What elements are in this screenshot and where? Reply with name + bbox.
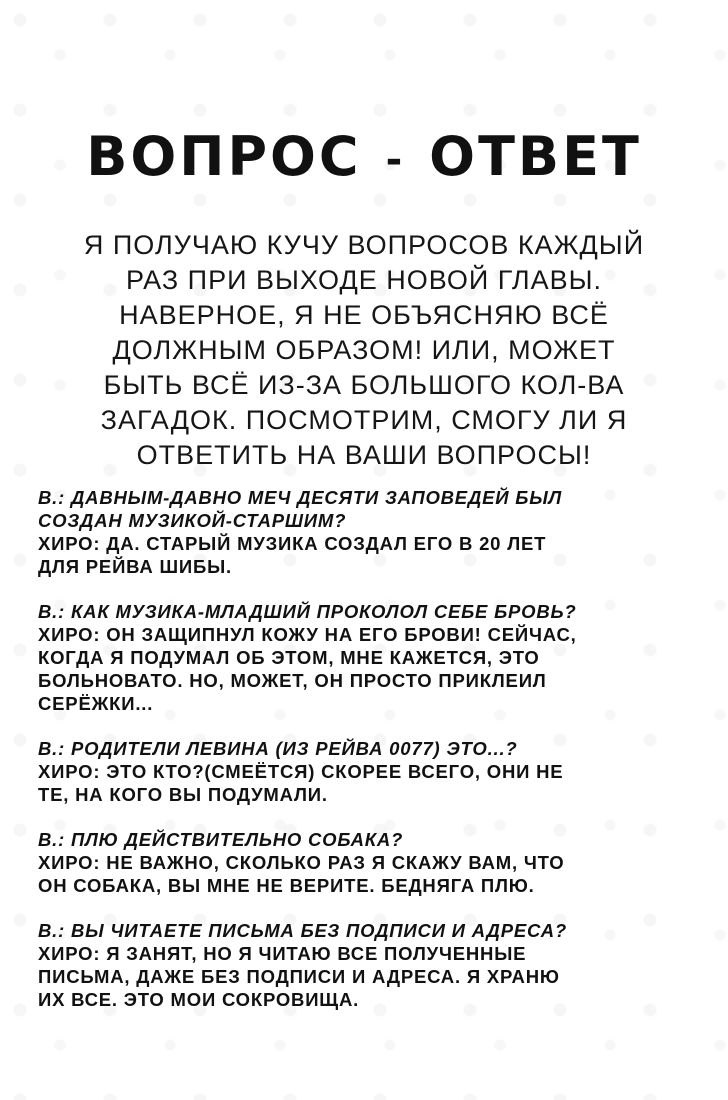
qa-answer: ХИРО: НЕ ВАЖНО, СКОЛЬКО РАЗ Я СКАЖУ ВАМ, ЧТО ОН СОБАКА, ВЫ МНЕ НЕ ВЕРИТЕ. БЕДНЯГА ПЛЮ. [38, 852, 565, 896]
qa-item [38, 486, 698, 578]
qa-item [38, 600, 698, 715]
intro-paragraph: Я ПОЛУЧАЮ КУЧУ ВОПРОСОВ КАЖДЫЙ РАЗ ПРИ ВЫХОДЕ НОВОЙ ГЛАВЫ. НАВЕРНОЕ, Я НЕ ОБЪЯСНЯЮ ВСЁ ДОЛЖНЫМ ОБРАЗОМ! ИЛИ, МОЖЕТ БЫТЬ ВСЁ ИЗ-ЗА БОЛЬШОГО КОЛ-ВА ЗАГАДОК. ПОСМОТРИМ, СМОГУ ЛИ Я ОТВЕТИТЬ НА ВАШИ ВОПРОСЫ! [83, 230, 645, 470]
qa-question: В.: ВЫ ЧИТАЕТЕ ПИСЬМА БЕЗ ПОДПИСИ И АДРЕСА? [38, 920, 567, 941]
qa-question: В.: КАК МУЗИКА-МЛАДШИЙ ПРОКОЛОЛ СЕБЕ БРОВЬ? [38, 601, 577, 622]
title-dash: - [385, 137, 406, 184]
qa-answer: ХИРО: ДА. СТАРЫЙ МУЗИКА СОЗДАЛ ЕГО В 20 ЛЕТ ДЛЯ РЕЙВА ШИБЫ. [38, 533, 547, 577]
qa-list [38, 486, 698, 1033]
title-answer-word: ОТВЕТ [429, 125, 642, 188]
qa-answer: ХИРО: ОН ЗАЩИПНУЛ КОЖУ НА ЕГО БРОВИ! СЕЙЧАС, КОГДА Я ПОДУМАЛ ОБ ЭТОМ, МНЕ КАЖЕТСЯ, ЭТО БОЛЬНОВАТО. НО, МОЖЕТ, ОН ПРОСТО ПРИКЛЕИЛ СЕРЁЖКИ... [38, 624, 577, 714]
qa-item [38, 828, 698, 897]
qa-question: В.: ДАВНЫМ-ДАВНО МЕЧ ДЕСЯТИ ЗАПОВЕДЕЙ БЫЛ СОЗДАН МУЗИКОЙ-СТАРШИМ? [38, 487, 562, 531]
qa-item [38, 919, 698, 1011]
qa-item [38, 737, 698, 806]
qa-question: В.: РОДИТЕЛИ ЛЕВИНА (ИЗ РЕЙВА 0077) ЭТО...? [38, 738, 518, 759]
qa-question: В.: ПЛЮ ДЕЙСТВИТЕЛЬНО СОБАКА? [38, 829, 404, 850]
page-title [0, 122, 728, 195]
qa-answer: ХИРО: ЭТО КТО?(СМЕЁТСЯ) СКОРЕЕ ВСЕГО, ОНИ НЕ ТЕ, НА КОГО ВЫ ПОДУМАЛИ. [38, 761, 564, 805]
qa-answer: ХИРО: Я ЗАНЯТ, НО Я ЧИТАЮ ВСЕ ПОЛУЧЕННЫЕ ПИСЬМА, ДАЖЕ БЕЗ ПОДПИСИ И АДРЕСА. Я ХРАНЮ ИХ ВСЕ. ЭТО МОИ СОКРОВИЩА. [38, 943, 560, 1010]
title-question-word: ВОПРОС [86, 125, 362, 188]
